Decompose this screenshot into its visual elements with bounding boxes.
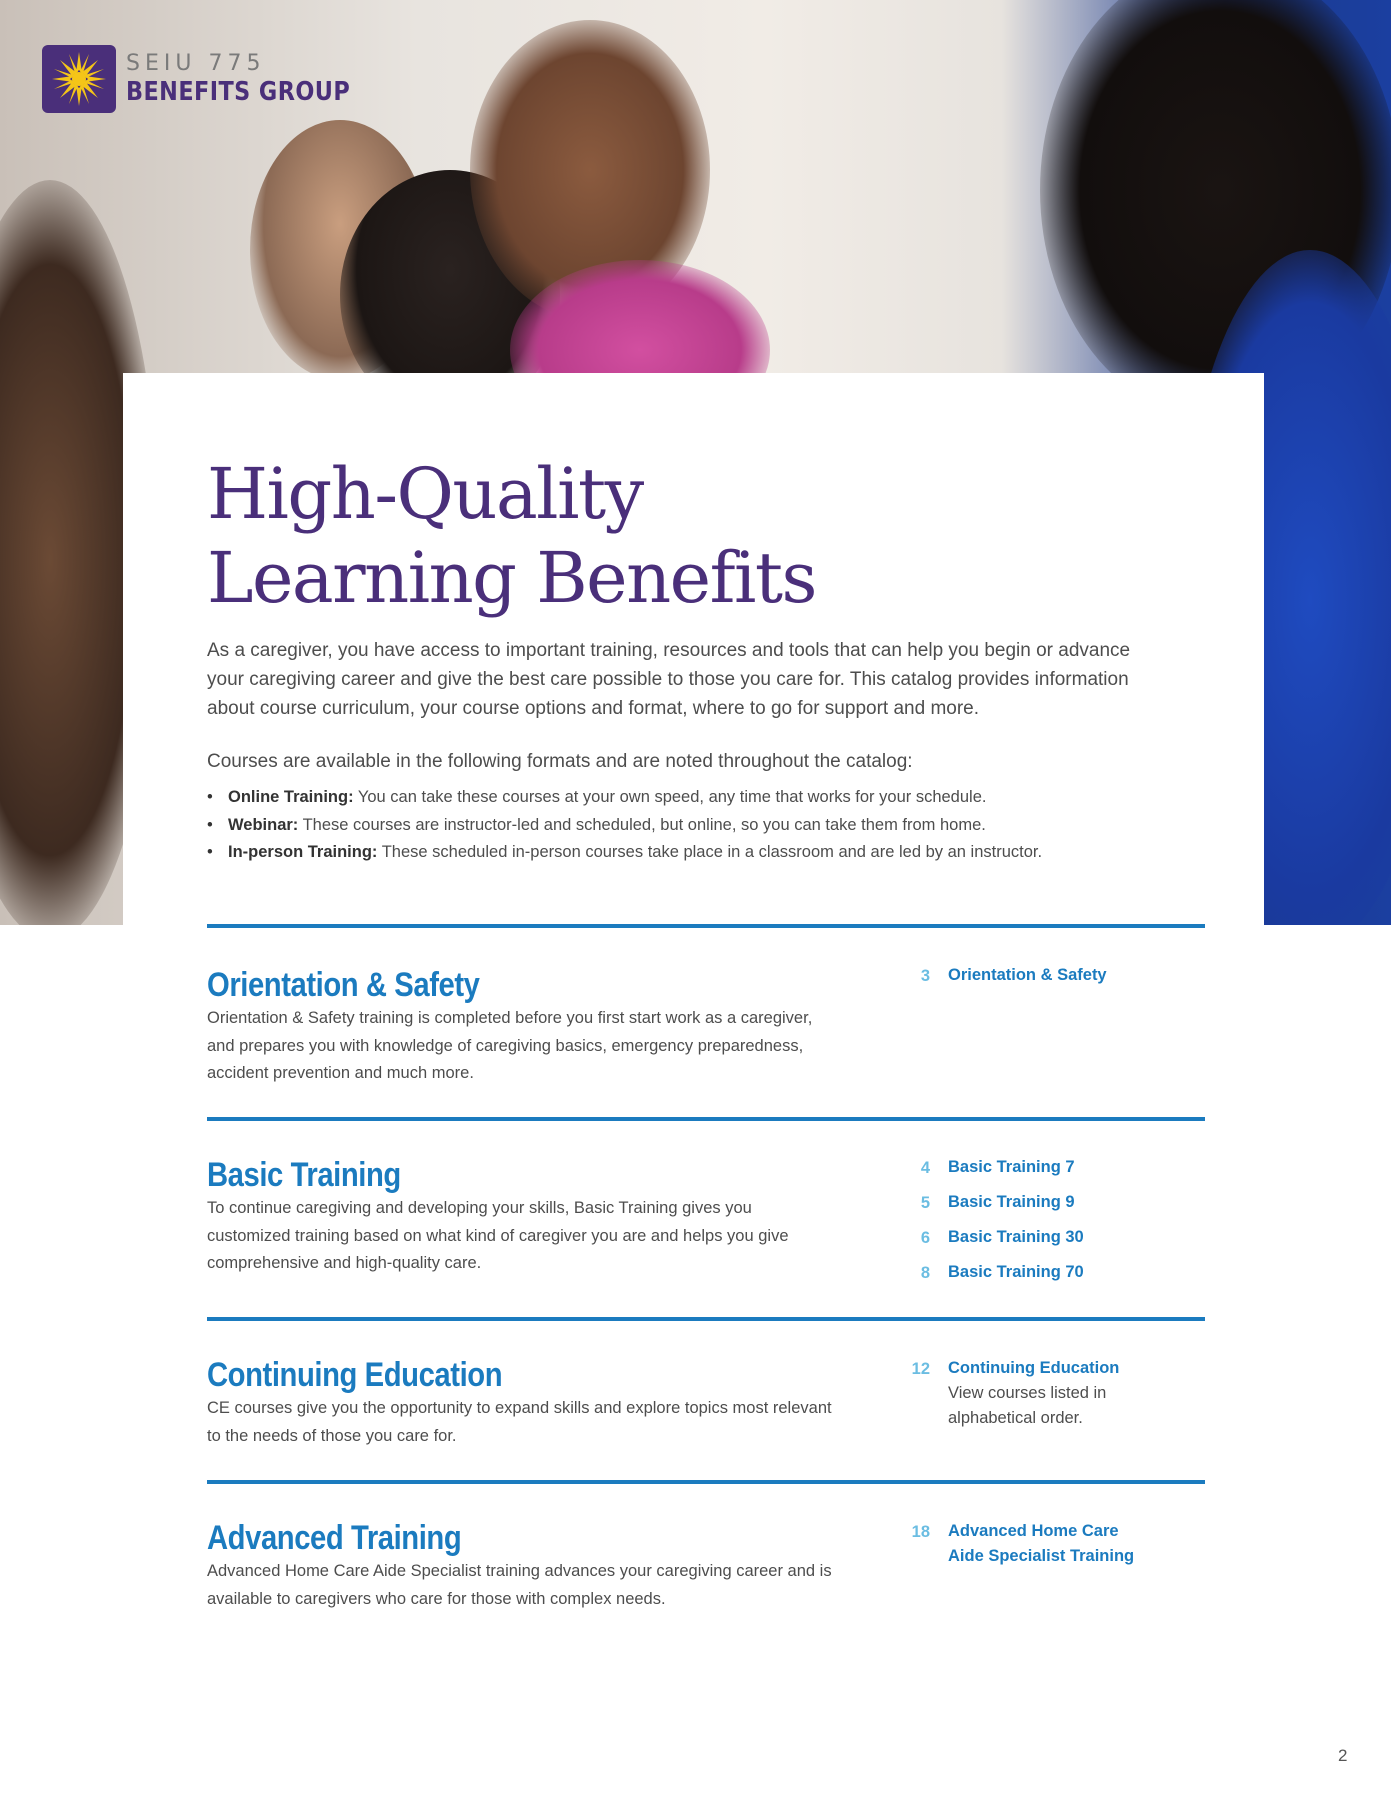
toc-entry[interactable]	[880, 1260, 1210, 1286]
format-text: You can take these courses at your own speed, any time that works for your schedule.	[353, 788, 987, 806]
toc-entry[interactable]	[880, 1519, 1210, 1569]
toc-page-number: 8	[920, 1264, 930, 1282]
brand-line-2: BENEFITS GROUP	[126, 77, 351, 107]
brand-line-1: SEIU 775	[126, 51, 266, 76]
toc-link[interactable]: Advanced Home Care Aide Specialist Training	[948, 1522, 1135, 1565]
toc-entry[interactable]	[880, 1155, 1210, 1181]
toc-continuing-education	[880, 1356, 1210, 1440]
section-title-orientation-safety: Orientation & Safety	[207, 966, 480, 1004]
format-text: These scheduled in-person courses take place in a classroom and are led by an instructor.	[377, 843, 1043, 861]
toc-page-number: 4	[920, 1159, 930, 1177]
format-term: In-person Training:	[228, 843, 378, 861]
toc-page-number: 3	[920, 967, 930, 985]
toc-page-number: 5	[920, 1194, 930, 1212]
intro-paragraph: As a caregiver, you have access to important training, resources and tools that can help you begin or advance your caregiving career and give the best care possible to those you care for. This catalog provides information about course curriculum, your course options and format, where to go for support and more.	[207, 640, 1131, 719]
toc-entry[interactable]	[880, 1225, 1210, 1251]
section-divider	[207, 1317, 1205, 1321]
page-title-line-1: High-Quality	[207, 453, 643, 535]
format-item-online	[207, 784, 1207, 812]
format-item-webinar	[207, 812, 1207, 840]
section-description-orientation-safety: Orientation & Safety training is completed before you first start work as a caregiver, and prepares you with knowledge of caregiving basics, emergency preparedness, accident prevention and much more.	[207, 1009, 813, 1082]
toc-page-number: 6	[920, 1229, 930, 1247]
section-divider	[207, 924, 1205, 928]
toc-entry[interactable]	[880, 1190, 1210, 1216]
format-item-in-person	[207, 839, 1207, 867]
toc-note: View courses listed in alphabetical order.	[948, 1384, 1107, 1427]
format-text: These courses are instructor-led and scheduled, but online, so you can take them from home.	[298, 815, 986, 834]
section-title-continuing-education: Continuing Education	[207, 1356, 503, 1394]
brand-wordmark	[126, 53, 387, 105]
toc-link[interactable]: Basic Training 7	[948, 1158, 1075, 1176]
toc-link[interactable]: Continuing Education	[948, 1359, 1120, 1377]
toc-link[interactable]: Basic Training 9	[948, 1193, 1075, 1211]
toc-link[interactable]: Basic Training 30	[948, 1228, 1084, 1246]
toc-entry[interactable]	[880, 1356, 1210, 1431]
formats-list	[207, 784, 1207, 867]
section-title-advanced-training: Advanced Training	[207, 1519, 462, 1557]
brand-logo[interactable]	[42, 45, 387, 113]
formats-lead: Courses are available in the following formats and are noted throughout the catalog:	[207, 751, 913, 772]
toc-orientation-safety	[880, 963, 1210, 998]
page-title-line-2: Learning Benefits	[207, 537, 816, 619]
toc-page-number: 18	[911, 1523, 930, 1541]
toc-basic-training	[880, 1155, 1210, 1295]
page-title	[207, 452, 816, 620]
page-number: 2	[1338, 1746, 1348, 1765]
section-divider	[207, 1480, 1205, 1484]
section-divider	[207, 1117, 1205, 1121]
toc-entry[interactable]	[880, 963, 1210, 989]
section-description-advanced-training: Advanced Home Care Aide Specialist training advances your caregiving career and is available to caregivers who care for those with complex needs.	[207, 1562, 832, 1608]
format-term: Online Training:	[228, 788, 354, 806]
section-description-continuing-education: CE courses give you the opportunity to expand skills and explore topics most relevant to the needs of those you care for.	[207, 1399, 832, 1445]
toc-link[interactable]: Orientation & Safety	[948, 966, 1107, 984]
section-description-basic-training: To continue caregiving and developing your skills, Basic Training gives you customized training based on what kind of caregiver you are and helps you give comprehensive and high-quality care.	[207, 1199, 789, 1272]
sunburst-star-icon	[42, 45, 116, 113]
section-title-basic-training: Basic Training	[207, 1156, 401, 1194]
format-term: Webinar:	[228, 815, 299, 834]
toc-page-number: 12	[911, 1360, 930, 1378]
toc-link[interactable]: Basic Training 70	[948, 1263, 1084, 1281]
toc-advanced-training	[880, 1519, 1210, 1578]
